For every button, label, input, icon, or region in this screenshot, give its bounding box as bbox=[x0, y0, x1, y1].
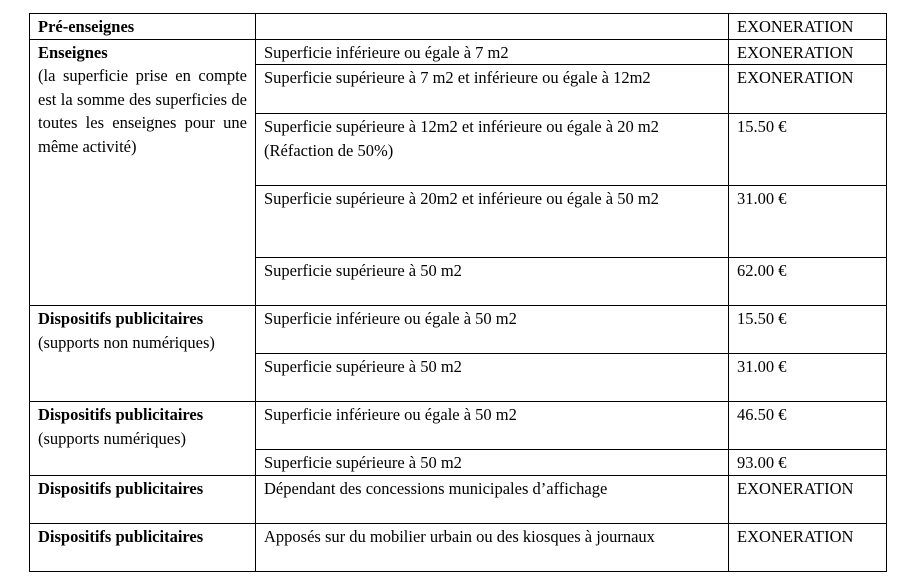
condition-cell: Apposés sur du mobilier urbain ou des kiosques à journaux bbox=[256, 523, 729, 571]
tariff-cell: 15.50 € bbox=[729, 306, 887, 354]
tariff-cell: 31.00 € bbox=[729, 354, 887, 402]
tariff-cell: EXONERATION bbox=[729, 65, 887, 114]
tariff-cell: 15.50 € bbox=[729, 114, 887, 186]
condition-cell: Superficie supérieure à 7 m2 et inférieure ou égale à 12m2 bbox=[256, 65, 729, 114]
tariff-cell: EXONERATION bbox=[729, 523, 887, 571]
condition-extra: (Réfaction de 50%) bbox=[264, 140, 394, 160]
category-cell bbox=[30, 523, 256, 571]
category-note: (supports numériques) bbox=[38, 428, 187, 448]
condition-cell: Superficie inférieure ou égale à 50 m2 bbox=[256, 306, 729, 354]
category-title: Dispositifs publicitaires bbox=[38, 526, 204, 546]
condition-cell: Superficie supérieure à 50 m2 bbox=[256, 354, 729, 402]
tariff-table bbox=[29, 13, 887, 572]
tariff-cell: EXONERATION bbox=[729, 14, 887, 40]
table-row bbox=[30, 39, 887, 65]
condition-cell: Superficie inférieure ou égale à 7 m2 bbox=[256, 39, 729, 65]
tariff-cell: 46.50 € bbox=[729, 402, 887, 450]
tariff-cell: 62.00 € bbox=[729, 258, 887, 306]
condition-cell: Superficie supérieure à 20m2 et inférieure ou égale à 50 m2 bbox=[256, 186, 729, 258]
condition-cell: Dépendant des concessions municipales d’affichage bbox=[256, 475, 729, 523]
tariff-cell: EXONERATION bbox=[729, 39, 887, 65]
category-title: Dispositifs publicitaires bbox=[38, 405, 204, 424]
category-title: Dispositifs publicitaires bbox=[38, 478, 204, 498]
category-title: Pré-enseignes bbox=[38, 17, 135, 36]
tariff-cell: 31.00 € bbox=[729, 186, 887, 258]
category-cell bbox=[30, 39, 256, 306]
category-note: (la superficie prise en compte est la somme des superficies de toutes les enseignes pour une même activité) bbox=[38, 66, 247, 156]
tariff-cell: 93.00 € bbox=[729, 450, 887, 476]
table-row bbox=[30, 523, 887, 571]
category-cell bbox=[30, 402, 256, 476]
category-cell bbox=[30, 14, 256, 40]
condition-cell: Superficie supérieure à 50 m2 bbox=[256, 258, 729, 306]
category-title: Enseignes bbox=[38, 42, 108, 62]
condition-text: Superficie supérieure à 12m2 et inférieure ou égale à 20 m2 bbox=[264, 117, 659, 136]
table-row bbox=[30, 402, 887, 450]
table-row bbox=[30, 14, 887, 40]
condition-cell bbox=[256, 114, 729, 186]
category-note: (supports non numériques) bbox=[38, 332, 215, 352]
condition-cell: Superficie supérieure à 50 m2 bbox=[256, 450, 729, 476]
category-cell bbox=[30, 306, 256, 402]
category-title: Dispositifs publicitaires bbox=[38, 309, 204, 328]
table-row bbox=[30, 306, 887, 354]
condition-cell bbox=[256, 14, 729, 40]
category-cell bbox=[30, 475, 256, 523]
tariff-cell: EXONERATION bbox=[729, 475, 887, 523]
table-row bbox=[30, 475, 887, 523]
condition-cell: Superficie inférieure ou égale à 50 m2 bbox=[256, 402, 729, 450]
